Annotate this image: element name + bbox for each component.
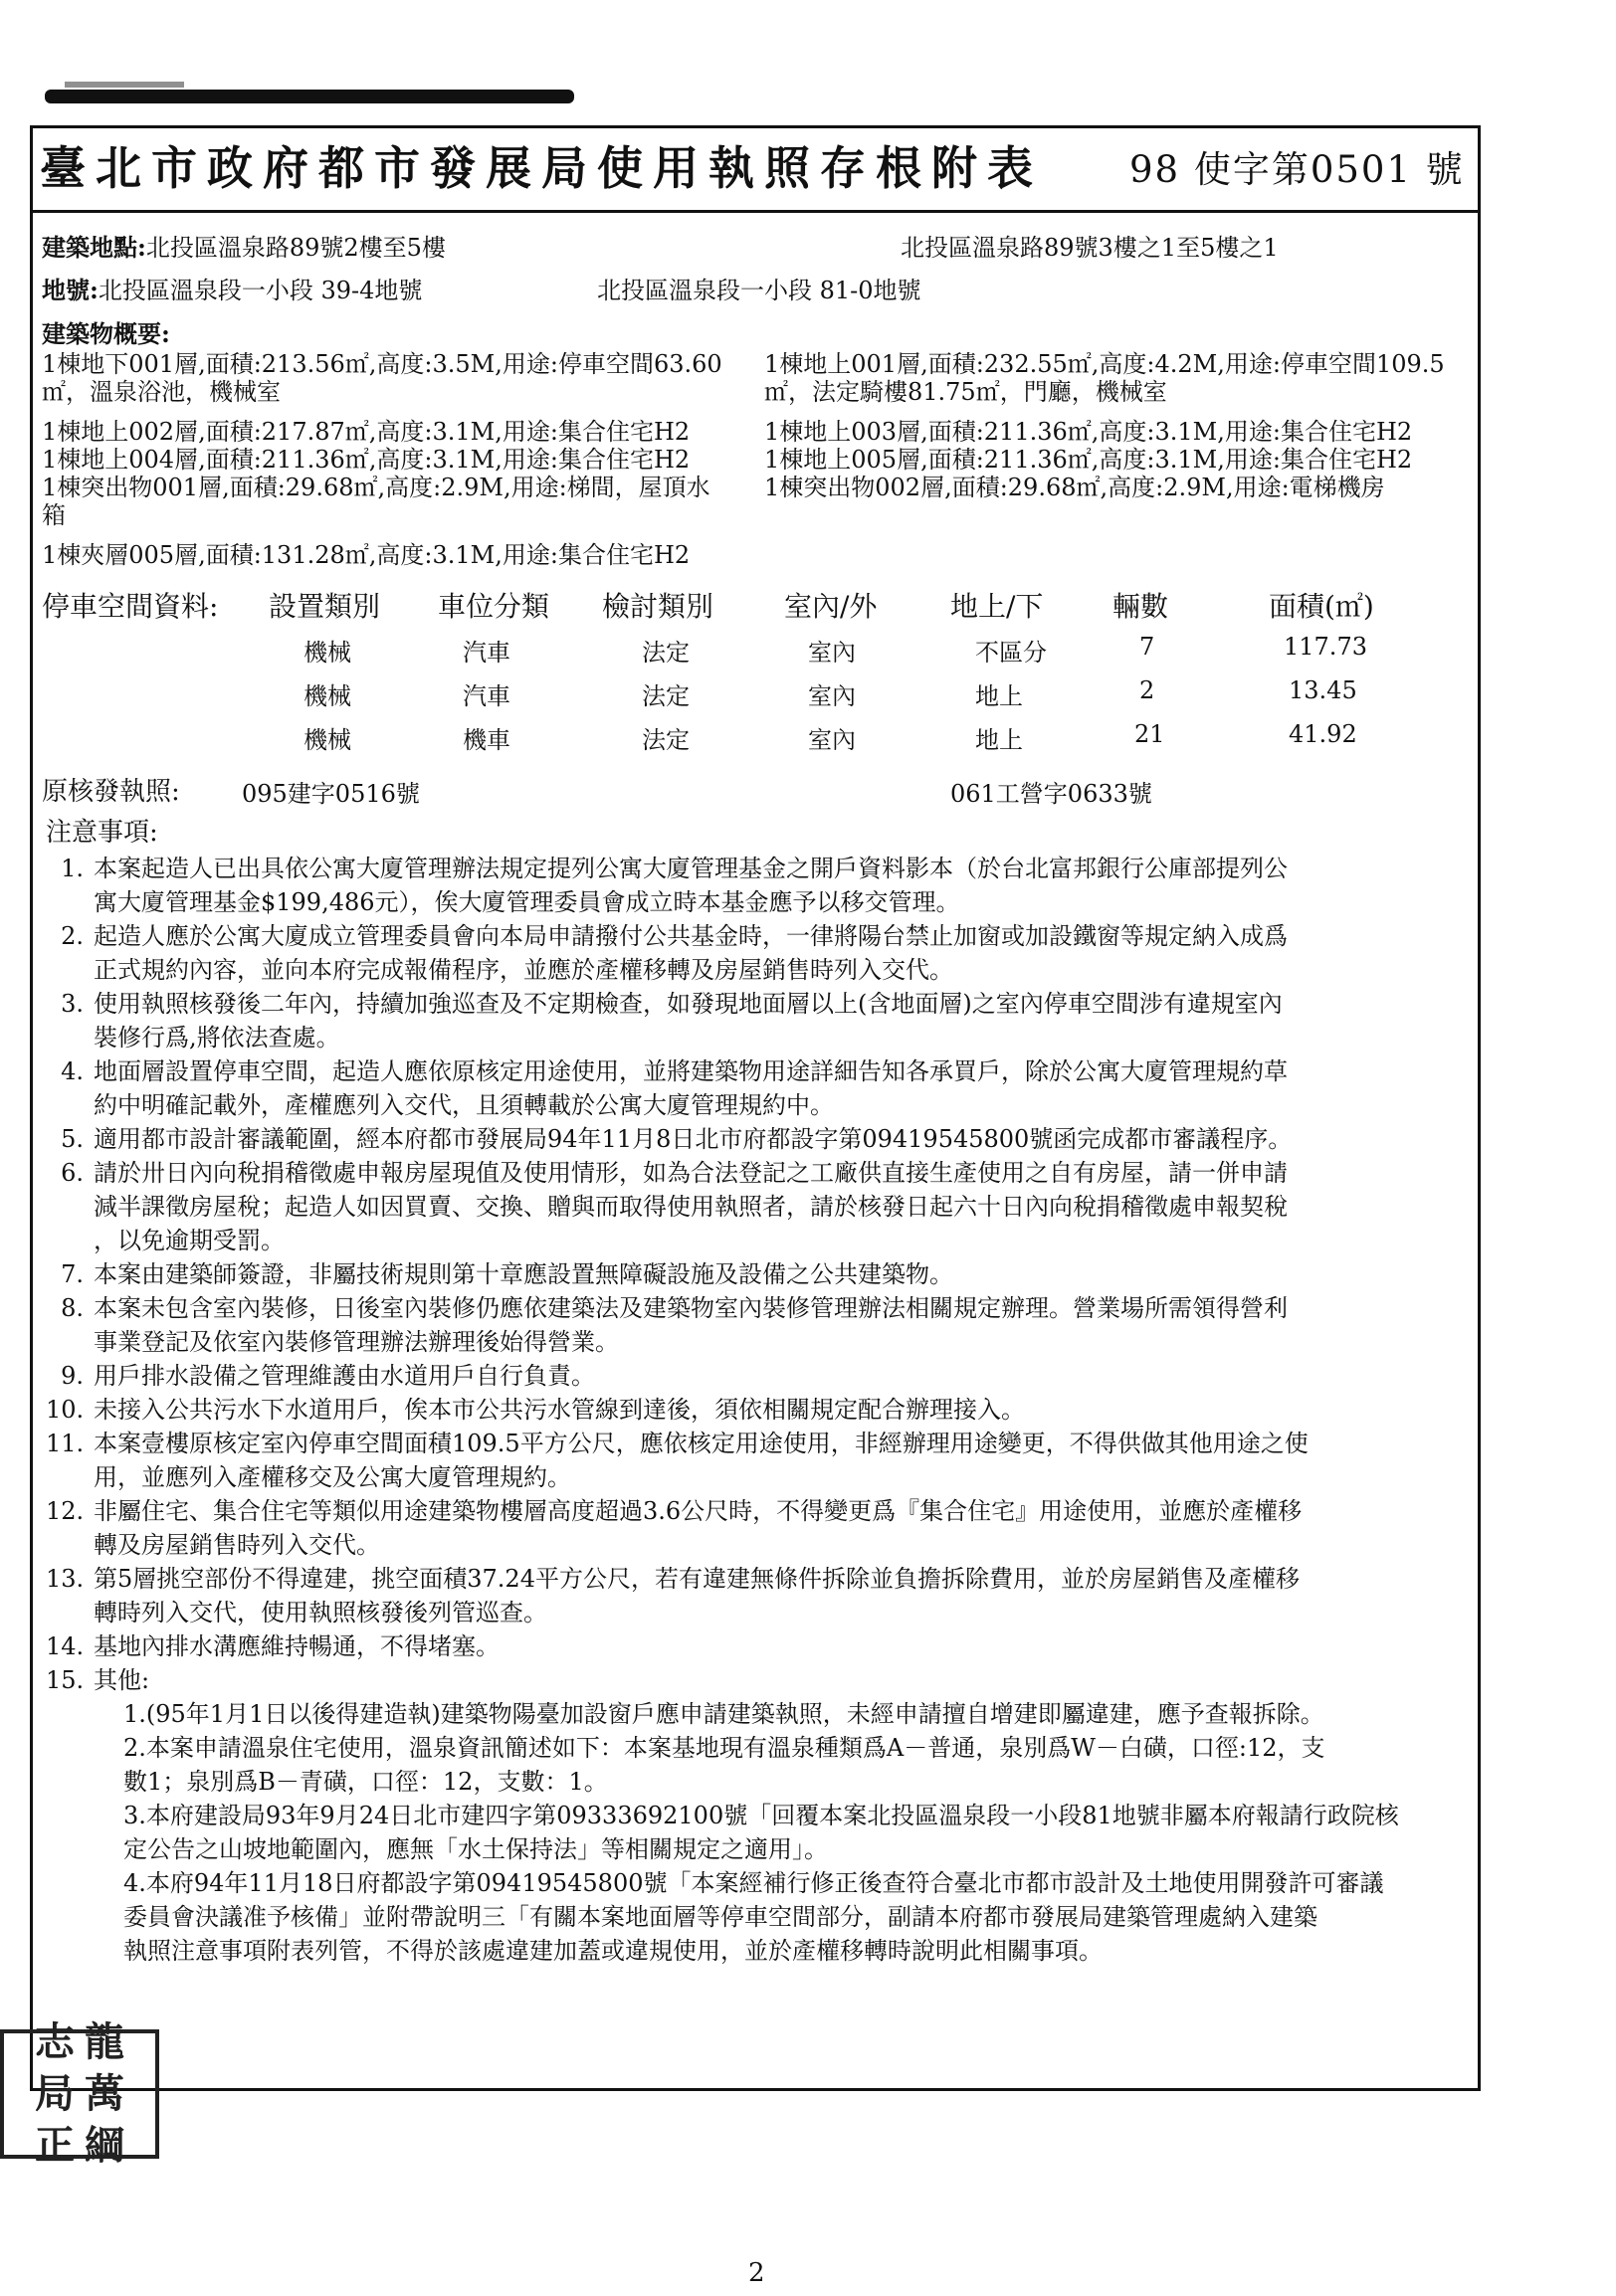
seal-char: 萬 xyxy=(85,2070,124,2117)
note-line: 本案未包含室內裝修，日後室內裝修仍應依建築法及建築物室內裝修管理辦法相關規定辦理。營業場所需領得營利 xyxy=(94,1294,1288,1322)
seal-char: 局 xyxy=(35,2070,75,2117)
other-note-line: 執照注意事項附表列管，不得於該處違建加蓋或違規使用，並於產權移轉時說明此相關事項。 xyxy=(123,1937,1103,1965)
overview-line: ㎡，法定騎樓81.75㎡，門廳，機械室 xyxy=(764,378,1167,406)
note-number: 15. xyxy=(46,1666,85,1694)
seal-char: 綱 xyxy=(85,2122,124,2169)
permit-number: 98 使字第0501 號 xyxy=(1129,148,1465,191)
parking-cell: 地上 xyxy=(975,726,1023,754)
note-line: 未接入公共污水下水道用戶，俟本市公共污水管線到達後，須依相關規定配合辦理接入。 xyxy=(94,1396,1025,1424)
parking-header: 室內/外 xyxy=(784,590,878,623)
overview-line: ㎡，溫泉浴池，機械室 xyxy=(42,378,281,406)
note-number: 11. xyxy=(46,1430,85,1457)
note-line: 本案壹樓原核定室內停車空間面積109.5平方公尺，應依核定用途使用，非經辦理用途變更，不得供做其他用途之使 xyxy=(94,1430,1309,1457)
note-line: 其他: xyxy=(94,1666,150,1694)
note-line: 用戶排水設備之管理維護由水道用戶自行負責。 xyxy=(94,1362,595,1390)
original-permit-2: 061工營字0633號 xyxy=(950,780,1152,808)
parking-cell: 室內 xyxy=(808,726,856,754)
overview-left xyxy=(42,350,758,569)
parking-header: 面積(㎡) xyxy=(1269,590,1374,623)
notes-list xyxy=(0,852,1616,2045)
parking-header: 車位分類 xyxy=(438,590,550,623)
parking-cell: 13.45 xyxy=(1289,676,1357,704)
parking-header: 地上/下 xyxy=(950,590,1044,623)
parking-header: 輛數 xyxy=(1112,590,1169,623)
address-2: 北投區溫泉路89號3樓之1至5樓之1 xyxy=(901,234,1279,262)
address-label: 建築地點: xyxy=(42,233,146,262)
parking-cell: 不區分 xyxy=(975,639,1047,667)
note-line: 用，並應列入產權移交及公寓大廈管理規約。 xyxy=(94,1463,571,1491)
parking-cell: 法定 xyxy=(642,682,690,710)
overview-line: 1棟地下001層,面積:213.56㎡,高度:3.5M,用途:停車空間63.60 xyxy=(42,350,722,378)
note-number: 2. xyxy=(61,922,84,950)
parking-cell: 2 xyxy=(1139,676,1155,704)
parking-cell: 汽車 xyxy=(463,639,510,667)
other-note-line: 定公告之山坡地範圍內，應無「水土保持法」等相關規定之適用」。 xyxy=(123,1835,828,1863)
scan-artifact xyxy=(45,90,574,103)
seal-char: 正 xyxy=(35,2122,75,2169)
note-number: 5. xyxy=(61,1125,84,1153)
parking-cell: 機械 xyxy=(303,639,351,667)
document-title: 臺北市政府都市發展局使用執照存根附表 xyxy=(40,141,1043,195)
parking-cell: 機車 xyxy=(463,726,510,754)
parking-cell: 117.73 xyxy=(1284,633,1367,661)
other-note-line: 2.本案申請溫泉住宅使用，溫泉資訊簡述如下：本案基地現有溫泉種類爲A－普通，泉別爲W－白磺，口徑:12，支 xyxy=(123,1734,1325,1762)
parking-cell: 地上 xyxy=(975,682,1023,710)
note-line: 地面層設置停車空間，起造人應依原核定用途使用，並將建築物用途詳細告知各承買戶，除於公寓大廈管理規約草 xyxy=(94,1057,1288,1085)
note-line: 減半課徵房屋稅；起造人如因買賣、交換、贈與而取得使用執照者，請於核發日起六十日內向稅捐稽徵處申報契稅 xyxy=(94,1193,1288,1221)
other-note-line: 數1；泉別爲B－青磺，口徑：12，支數：1。 xyxy=(123,1768,608,1796)
lot-label: 地號: xyxy=(42,276,99,304)
lot-2: 北投區溫泉段一小段 81-0地號 xyxy=(597,277,921,304)
lot-1: 北投區溫泉段一小段 39-4地號 xyxy=(98,277,423,304)
note-line: 非屬住宅、集合住宅等類似用途建築物樓層高度超過3.6公尺時，不得變更爲『集合住宅』用途使用，並應於產權移 xyxy=(94,1497,1303,1525)
note-number: 12. xyxy=(46,1497,85,1525)
overview-label: 建築物概要: xyxy=(42,319,170,348)
note-number: 13. xyxy=(46,1565,85,1593)
note-number: 7. xyxy=(61,1260,84,1288)
note-line: 起造人應於公寓大廈成立管理委員會向本局申請撥付公共基金時，一律將陽台禁止加窗或加設鐵窗等規定納入成爲 xyxy=(94,922,1288,950)
note-number: 6. xyxy=(61,1159,84,1187)
note-line: 轉時列入交代，使用執照核發後列管巡查。 xyxy=(94,1599,547,1626)
parking-cell: 室內 xyxy=(808,682,856,710)
note-line: 轉及房屋銷售時列入交代。 xyxy=(94,1531,380,1559)
parking-header: 檢討類別 xyxy=(602,590,714,623)
note-number: 9. xyxy=(61,1362,84,1390)
parking-cell: 汽車 xyxy=(463,682,510,710)
note-line: 第5層挑空部份不得違建，挑空面積37.24平方公尺，若有違建無條件拆除並負擔拆除費用，並於房屋銷售及產權移 xyxy=(94,1565,1300,1593)
overview-line: 1棟地上003層,面積:211.36㎡,高度:3.1M,用途:集合住宅H2 xyxy=(764,418,1413,446)
parking-header: 設置類別 xyxy=(269,590,381,623)
note-number: 10. xyxy=(46,1396,85,1424)
parking-cell: 法定 xyxy=(642,726,690,754)
note-line: 約中明確記載外，產權應列入交代，且須轉載於公寓大廈管理規約中。 xyxy=(94,1091,834,1119)
overview-line: 1棟突出物001層,面積:29.68㎡,高度:2.9M,用途:梯間，屋頂水 xyxy=(42,474,710,501)
overview-line: 1棟夾層005層,面積:131.28㎡,高度:3.1M,用途:集合住宅H2 xyxy=(42,541,691,569)
parking-cell: 法定 xyxy=(642,639,690,667)
note-line: 寓大廈管理基金$199,486元），俟大廈管理委員會成立時本基金應予以移交管理。 xyxy=(94,888,960,916)
overview-line: 箱 xyxy=(42,501,66,529)
other-note-line: 3.本府建設局93年9月24日北市建四字第09333692100號「回覆本案北投區溫泉段一小段81地號非屬本府報請行政院核 xyxy=(123,1802,1399,1829)
lot-number xyxy=(42,277,422,304)
note-line: 事業登記及依室內裝修管理辦法辦理後始得營業。 xyxy=(94,1328,619,1356)
parking-cell: 室內 xyxy=(808,639,856,667)
parking-cell: 7 xyxy=(1139,633,1155,661)
note-line: 本案由建築師簽證，非屬技術規則第十章應設置無障礙設施及設備之公共建築物。 xyxy=(94,1260,953,1288)
note-number: 4. xyxy=(61,1057,84,1085)
parking-cell: 41.92 xyxy=(1289,720,1357,748)
parking-label: 停車空間資料: xyxy=(42,590,219,623)
note-line: 正式規約內容，並向本府完成報備程序，並應於產權移轉及房屋銷售時列入交代。 xyxy=(94,956,953,984)
note-line: 裝修行爲,將依法查處。 xyxy=(94,1024,340,1052)
note-line: 基地內排水溝應維持暢通，不得堵塞。 xyxy=(94,1632,500,1660)
overview-line: 1棟突出物002層,面積:29.68㎡,高度:2.9M,用途:電梯機房 xyxy=(764,474,1385,501)
note-number: 1. xyxy=(61,855,84,882)
header-divider xyxy=(30,210,1481,213)
note-line: 請於卅日內向稅捐稽徵處申報房屋現值及使用情形，如為合法登記之工廠供直接生產使用之自有房屋，請一併申請 xyxy=(94,1159,1288,1187)
official-seal xyxy=(0,2018,159,2169)
parking-cell: 機械 xyxy=(303,726,351,754)
overview-line: 1棟地上004層,面積:211.36㎡,高度:3.1M,用途:集合住宅H2 xyxy=(42,446,691,474)
other-note-line: 1.(95年1月1日以後得建造執)建築物陽臺加設窗戶應申請建築執照，未經申請擅自增建即屬違建，應予查報拆除。 xyxy=(123,1700,1324,1728)
address-1: 北投區溫泉路89號2樓至5樓 xyxy=(145,234,446,262)
page-number: 2 xyxy=(748,2258,765,2288)
note-line: 本案起造人已出具依公寓大廈管理辦法規定提列公寓大廈管理基金之開戶資料影本（於台北富邦銀行公庫部提列公 xyxy=(94,855,1288,882)
overview-line: 1棟地上001層,面積:232.55㎡,高度:4.2M,用途:停車空間109.5 xyxy=(764,350,1445,378)
note-number: 14. xyxy=(46,1632,85,1660)
parking-cell: 21 xyxy=(1134,720,1165,748)
other-note-line: 委員會決議准予核備」並附帶說明三「有關本案地面層等停車空間部分，副請本府都市發展局建築管理處納入建築 xyxy=(123,1903,1317,1931)
parking-cell: 機械 xyxy=(303,682,351,710)
note-line: 使用執照核發後二年內，持續加強巡查及不定期檢查，如發現地面層以上(含地面層)之室內停車空間涉有違規室內 xyxy=(94,990,1283,1018)
overview-line: 1棟地上002層,面積:217.87㎡,高度:3.1M,用途:集合住宅H2 xyxy=(42,418,691,446)
note-line: ，以免逾期受罰。 xyxy=(94,1227,285,1254)
site-address xyxy=(42,234,446,262)
seal-char: 龍 xyxy=(85,2018,124,2065)
note-number: 3. xyxy=(61,990,84,1018)
other-note-line: 4.本府94年11月18日府都設字第09419545800號「本案經補行修正後查符合臺北市都市設計及土地使用開發許可審議 xyxy=(123,1869,1384,1897)
original-permit-label: 原核發執照: xyxy=(42,777,180,807)
notes-label: 注意事項: xyxy=(46,818,158,848)
note-line: 適用都市設計審議範圍，經本府都市發展局94年11月8日北市府都設字第09419545800號函完成都市審議程序。 xyxy=(94,1125,1293,1153)
original-permit-1: 095建字0516號 xyxy=(242,780,420,808)
note-number: 8. xyxy=(61,1294,84,1322)
overview-right xyxy=(764,350,1481,501)
overview-line: 1棟地上005層,面積:211.36㎡,高度:3.1M,用途:集合住宅H2 xyxy=(764,446,1413,474)
seal-char: 志 xyxy=(35,2018,75,2065)
